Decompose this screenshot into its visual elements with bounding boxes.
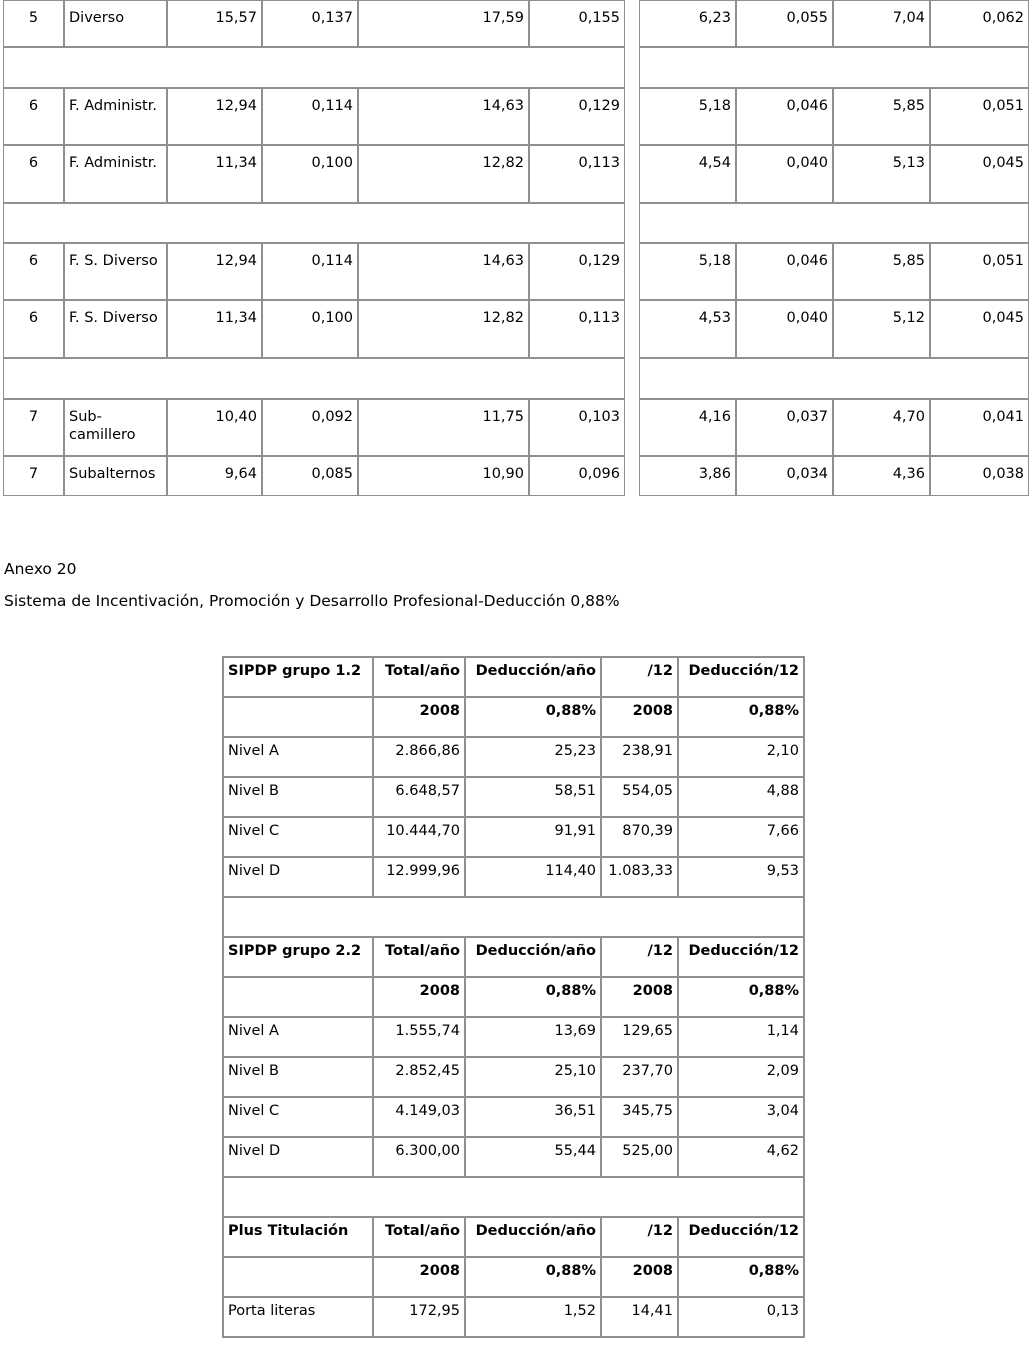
table-row [3, 88, 1029, 145]
column-subheader: 0,88% [678, 697, 804, 737]
value-cell: 0,13 [678, 1297, 804, 1337]
value-cell: 0,037 [736, 399, 833, 456]
column-header: Total/año [373, 1217, 465, 1257]
value-cell: 10,90 [358, 456, 529, 496]
value-cell: 0,040 [736, 300, 833, 358]
spacer-cell-left [3, 358, 625, 399]
value-cell: 15,57 [167, 0, 262, 47]
level-label-cell: Nivel A [223, 737, 373, 777]
category-cell: 6 [3, 88, 64, 145]
value-cell: 0,100 [262, 300, 358, 358]
sipdp-table [222, 656, 805, 1338]
value-cell: 3,86 [639, 456, 736, 496]
value-cell: 870,39 [601, 817, 678, 857]
section-header-row [223, 1217, 804, 1257]
role-label-cell: F. S. Diverso [64, 300, 167, 358]
value-cell: 11,75 [358, 399, 529, 456]
value-cell: 0,045 [930, 300, 1029, 358]
value-cell: 9,64 [167, 456, 262, 496]
column-gap [625, 145, 639, 203]
table-row [223, 777, 804, 817]
table-row [223, 857, 804, 897]
value-cell: 1,52 [465, 1297, 601, 1337]
section-title: Plus Titulación [223, 1217, 373, 1257]
value-cell: 5,18 [639, 88, 736, 145]
level-label-cell: Nivel B [223, 777, 373, 817]
table-row [223, 1017, 804, 1057]
value-cell: 0,062 [930, 0, 1029, 47]
table-row [3, 0, 1029, 47]
section-header-row [223, 657, 804, 697]
value-cell: 114,40 [465, 857, 601, 897]
spacer-cell [223, 1177, 804, 1217]
column-gap [625, 456, 639, 496]
table-spacer-row [3, 358, 1029, 399]
table-row [223, 1097, 804, 1137]
column-subheader: 2008 [373, 697, 465, 737]
salary-table [3, 0, 1029, 496]
value-cell: 4,36 [833, 456, 930, 496]
value-cell: 12,82 [358, 300, 529, 358]
spacer-cell-left [3, 47, 625, 88]
table-row [3, 300, 1029, 358]
table-spacer-row [223, 1177, 804, 1217]
table-row [223, 817, 804, 857]
value-cell: 11,34 [167, 145, 262, 203]
value-cell: 0,113 [529, 300, 625, 358]
value-cell: 6,23 [639, 0, 736, 47]
table-row [3, 145, 1029, 203]
value-cell: 3,04 [678, 1097, 804, 1137]
value-cell: 7,66 [678, 817, 804, 857]
value-cell: 0,051 [930, 88, 1029, 145]
column-subheader: 2008 [601, 977, 678, 1017]
spacer-cell-right [639, 47, 1029, 88]
value-cell: 0,045 [930, 145, 1029, 203]
section-subheader-row [223, 977, 804, 1017]
value-cell: 0,129 [529, 243, 625, 300]
spacer-cell-left [3, 203, 625, 243]
spacer-cell-right [639, 203, 1029, 243]
value-cell: 0,046 [736, 88, 833, 145]
value-cell: 14,63 [358, 88, 529, 145]
table-row [3, 456, 1029, 496]
column-header: Deducción/año [465, 937, 601, 977]
value-cell: 238,91 [601, 737, 678, 777]
column-subheader [223, 697, 373, 737]
value-cell: 0,155 [529, 0, 625, 47]
level-label-cell: Nivel A [223, 1017, 373, 1057]
level-label-cell: Nivel C [223, 817, 373, 857]
value-cell: 4,16 [639, 399, 736, 456]
value-cell: 5,12 [833, 300, 930, 358]
table-row [223, 737, 804, 777]
value-cell: 0,113 [529, 145, 625, 203]
value-cell: 129,65 [601, 1017, 678, 1057]
level-label-cell: Nivel C [223, 1097, 373, 1137]
value-cell: 91,91 [465, 817, 601, 857]
spacer-cell [223, 897, 804, 937]
value-cell: 5,18 [639, 243, 736, 300]
column-gap [625, 300, 639, 358]
value-cell: 0,129 [529, 88, 625, 145]
value-cell: 2,10 [678, 737, 804, 777]
value-cell: 14,41 [601, 1297, 678, 1337]
value-cell: 7,04 [833, 0, 930, 47]
value-cell: 10.444,70 [373, 817, 465, 857]
value-cell: 12,94 [167, 88, 262, 145]
column-header: Deducción/año [465, 1217, 601, 1257]
column-subheader: 0,88% [465, 977, 601, 1017]
column-gap [625, 47, 639, 88]
role-label-cell: F. Administr. [64, 145, 167, 203]
annex-title: Anexo 20 [4, 560, 77, 578]
level-label-cell: Nivel D [223, 1137, 373, 1177]
table-spacer-row [3, 47, 1029, 88]
column-header: Total/año [373, 937, 465, 977]
value-cell: 25,10 [465, 1057, 601, 1097]
value-cell: 0,092 [262, 399, 358, 456]
value-cell: 0,137 [262, 0, 358, 47]
value-cell: 12,94 [167, 243, 262, 300]
column-subheader: 2008 [373, 1257, 465, 1297]
value-cell: 6.648,57 [373, 777, 465, 817]
value-cell: 0,034 [736, 456, 833, 496]
column-subheader: 0,88% [678, 1257, 804, 1297]
column-header: /12 [601, 657, 678, 697]
value-cell: 2.866,86 [373, 737, 465, 777]
column-subheader: 2008 [601, 697, 678, 737]
value-cell: 5,85 [833, 243, 930, 300]
value-cell: 58,51 [465, 777, 601, 817]
value-cell: 4.149,03 [373, 1097, 465, 1137]
role-label-cell: Diverso [64, 0, 167, 47]
column-gap [625, 88, 639, 145]
column-gap [625, 399, 639, 456]
table-row [223, 1297, 804, 1337]
value-cell: 0,103 [529, 399, 625, 456]
section-title: SIPDP grupo 2.2 [223, 937, 373, 977]
section-subheader-row [223, 1257, 804, 1297]
value-cell: 1.083,33 [601, 857, 678, 897]
table-row [3, 243, 1029, 300]
column-header: Deducción/año [465, 657, 601, 697]
value-cell: 36,51 [465, 1097, 601, 1137]
value-cell: 0,100 [262, 145, 358, 203]
column-subheader: 2008 [373, 977, 465, 1017]
category-cell: 6 [3, 300, 64, 358]
value-cell: 9,53 [678, 857, 804, 897]
column-header: Deducción/12 [678, 657, 804, 697]
category-cell: 6 [3, 243, 64, 300]
value-cell: 5,13 [833, 145, 930, 203]
value-cell: 1.555,74 [373, 1017, 465, 1057]
value-cell: 55,44 [465, 1137, 601, 1177]
value-cell: 345,75 [601, 1097, 678, 1137]
value-cell: 4,70 [833, 399, 930, 456]
value-cell: 0,040 [736, 145, 833, 203]
column-gap [625, 358, 639, 399]
value-cell: 2,09 [678, 1057, 804, 1097]
role-label-cell: F. S. Diverso [64, 243, 167, 300]
section-header-row [223, 937, 804, 977]
value-cell: 17,59 [358, 0, 529, 47]
role-label-cell: Subalternos [64, 456, 167, 496]
value-cell: 0,085 [262, 456, 358, 496]
column-gap [625, 243, 639, 300]
value-cell: 6.300,00 [373, 1137, 465, 1177]
section-title: SIPDP grupo 1.2 [223, 657, 373, 697]
column-subheader: 2008 [601, 1257, 678, 1297]
value-cell: 525,00 [601, 1137, 678, 1177]
column-gap [625, 0, 639, 47]
column-header: Deducción/12 [678, 937, 804, 977]
column-subheader: 0,88% [465, 697, 601, 737]
spacer-cell-right [639, 358, 1029, 399]
value-cell: 0,041 [930, 399, 1029, 456]
column-subheader: 0,88% [465, 1257, 601, 1297]
table-row [223, 1057, 804, 1097]
value-cell: 554,05 [601, 777, 678, 817]
level-label-cell: Porta literas [223, 1297, 373, 1337]
value-cell: 0,038 [930, 456, 1029, 496]
value-cell: 0,046 [736, 243, 833, 300]
value-cell: 11,34 [167, 300, 262, 358]
value-cell: 1,14 [678, 1017, 804, 1057]
column-header: Total/año [373, 657, 465, 697]
column-subheader [223, 1257, 373, 1297]
column-header: /12 [601, 937, 678, 977]
table-spacer-row [223, 897, 804, 937]
value-cell: 14,63 [358, 243, 529, 300]
category-cell: 7 [3, 399, 64, 456]
annex-subtitle: Sistema de Incentivación, Promoción y Desarrollo Profesional-Deducción 0,88% [4, 592, 620, 610]
value-cell: 4,62 [678, 1137, 804, 1177]
table-spacer-row [3, 203, 1029, 243]
level-label-cell: Nivel B [223, 1057, 373, 1097]
column-subheader [223, 977, 373, 1017]
section-subheader-row [223, 697, 804, 737]
value-cell: 2.852,45 [373, 1057, 465, 1097]
role-label-cell: Sub-camillero [64, 399, 167, 456]
value-cell: 4,54 [639, 145, 736, 203]
value-cell: 5,85 [833, 88, 930, 145]
table-row [223, 1137, 804, 1177]
value-cell: 4,88 [678, 777, 804, 817]
category-cell: 5 [3, 0, 64, 47]
column-gap [625, 203, 639, 243]
level-label-cell: Nivel D [223, 857, 373, 897]
category-cell: 7 [3, 456, 64, 496]
value-cell: 172,95 [373, 1297, 465, 1337]
value-cell: 0,114 [262, 243, 358, 300]
value-cell: 0,051 [930, 243, 1029, 300]
value-cell: 25,23 [465, 737, 601, 777]
value-cell: 0,114 [262, 88, 358, 145]
column-header: Deducción/12 [678, 1217, 804, 1257]
value-cell: 12,82 [358, 145, 529, 203]
value-cell: 12.999,96 [373, 857, 465, 897]
value-cell: 0,096 [529, 456, 625, 496]
column-header: /12 [601, 1217, 678, 1257]
column-subheader: 0,88% [678, 977, 804, 1017]
value-cell: 0,055 [736, 0, 833, 47]
value-cell: 13,69 [465, 1017, 601, 1057]
value-cell: 237,70 [601, 1057, 678, 1097]
table-row [3, 399, 1029, 456]
value-cell: 4,53 [639, 300, 736, 358]
category-cell: 6 [3, 145, 64, 203]
value-cell: 10,40 [167, 399, 262, 456]
role-label-cell: F. Administr. [64, 88, 167, 145]
